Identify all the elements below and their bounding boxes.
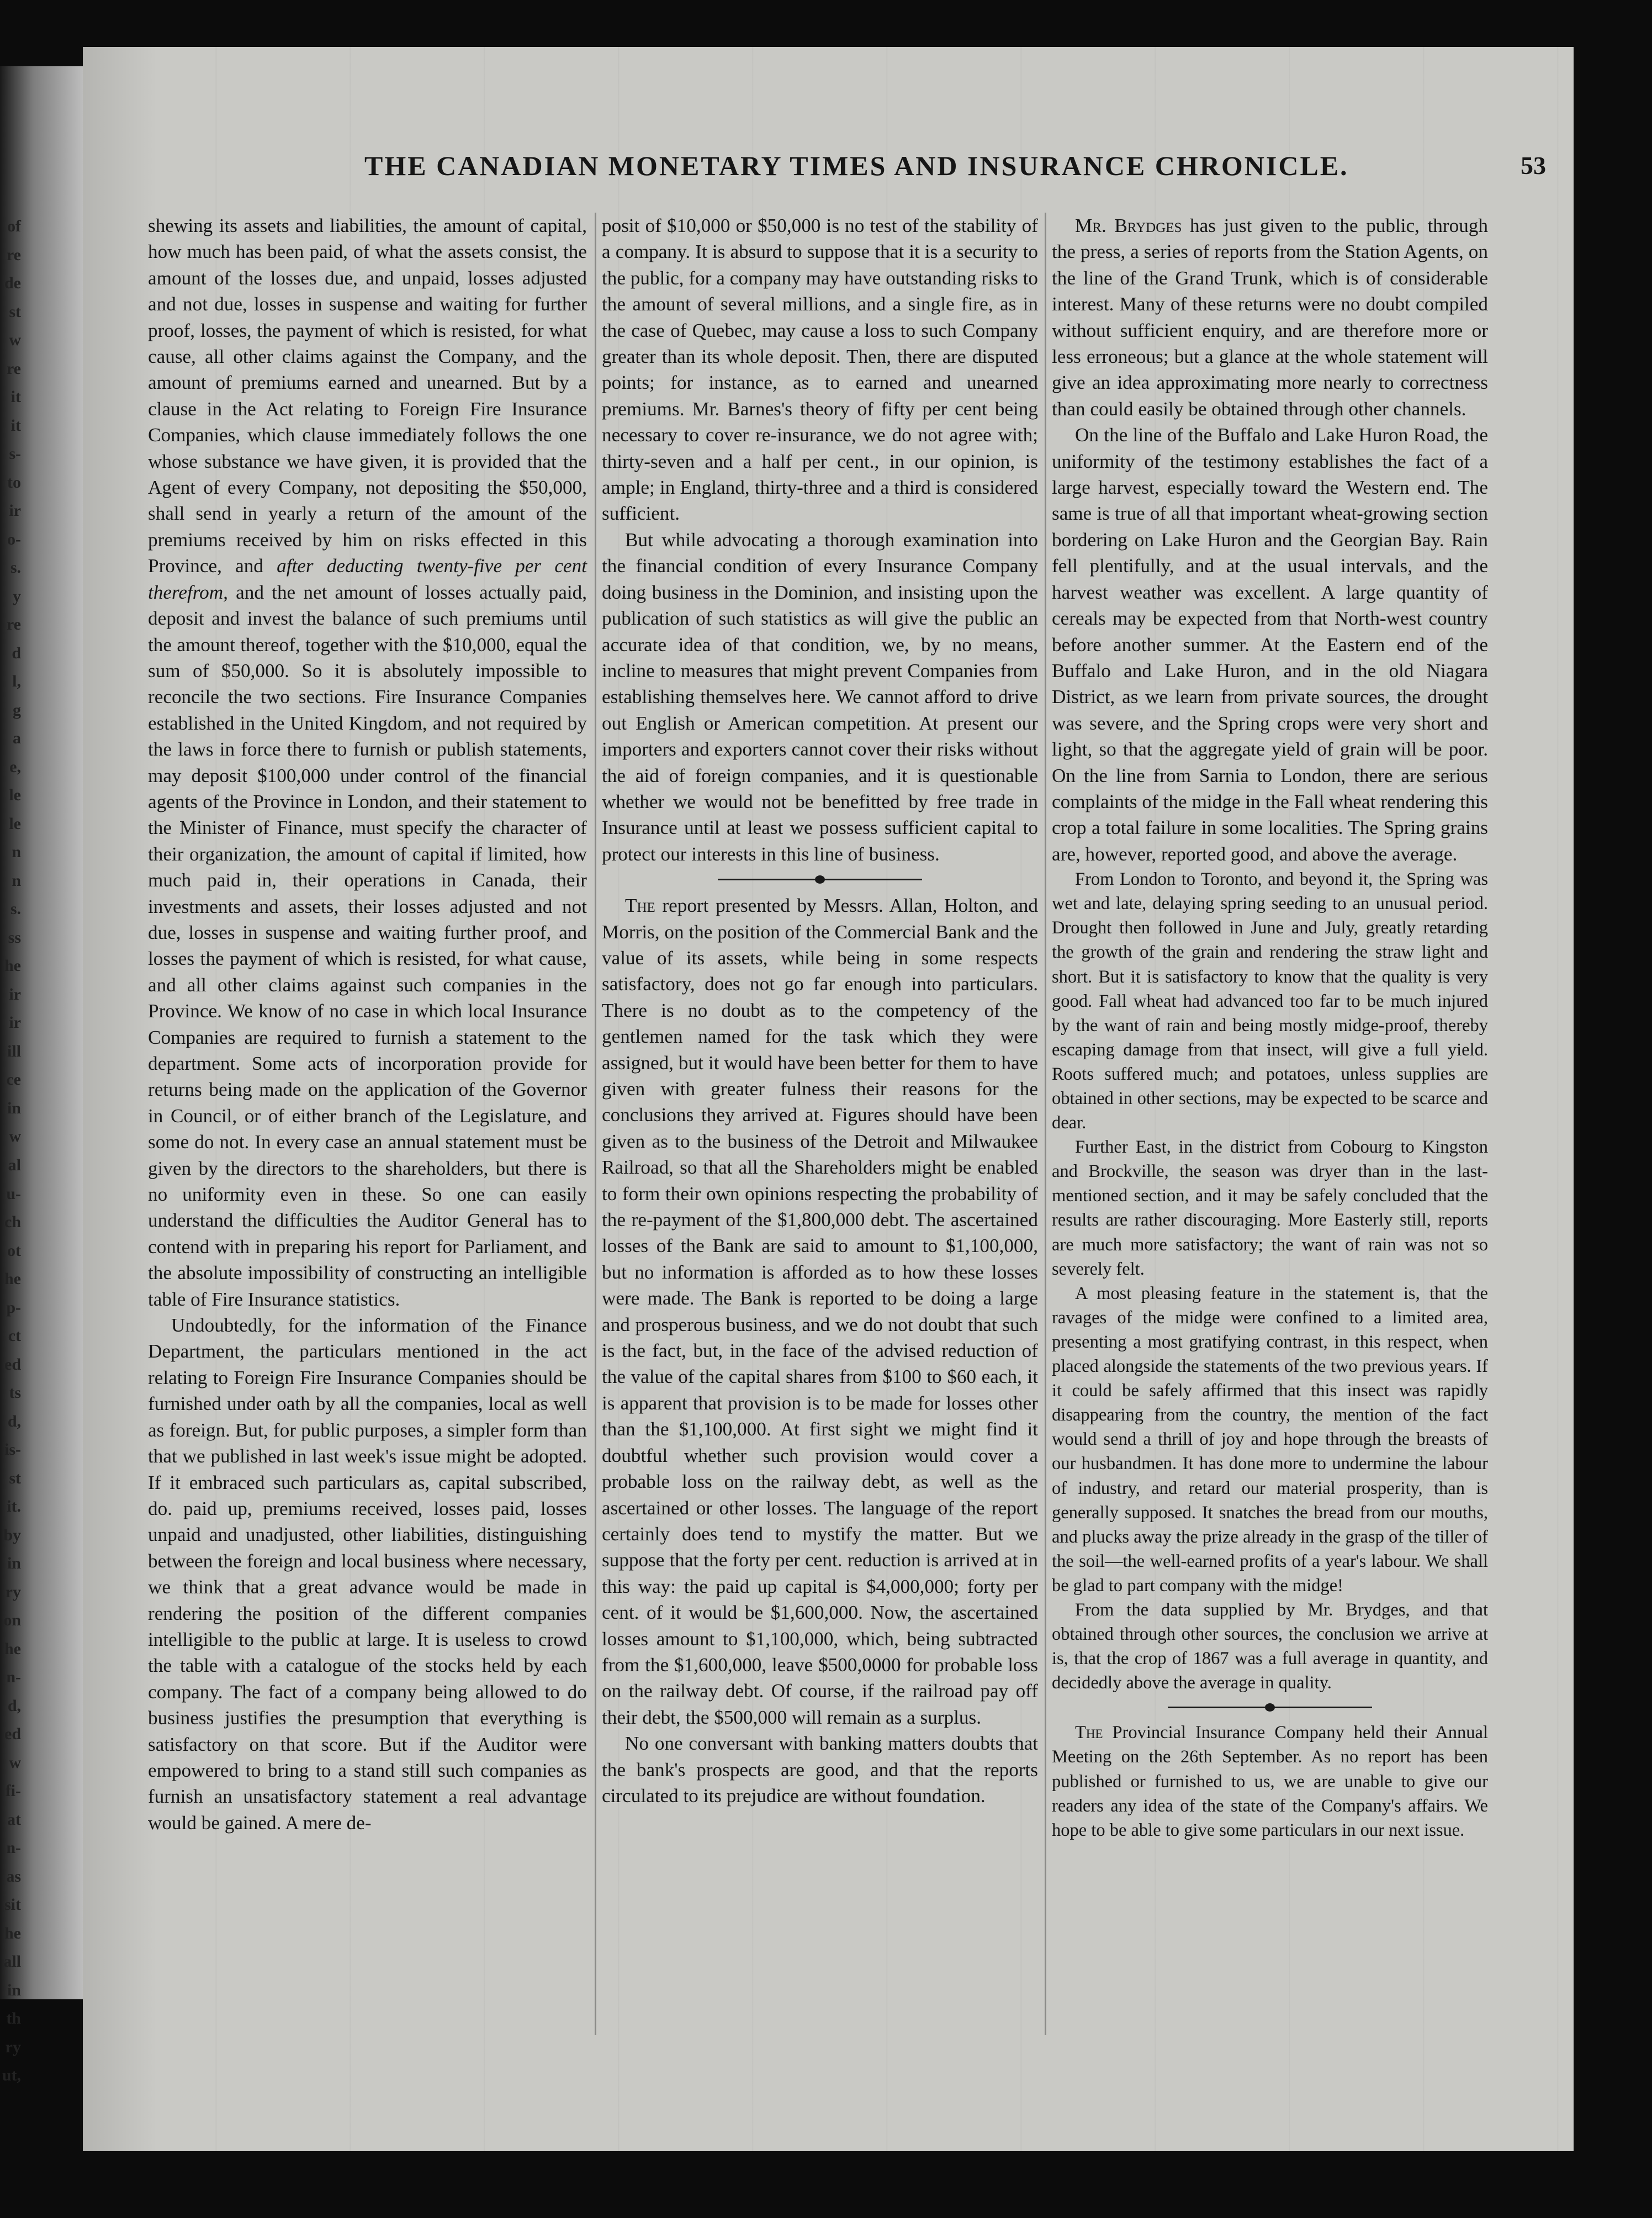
margin-fragment: in	[7, 1554, 21, 1572]
article-paragraph	[148, 213, 587, 1312]
margin-fragment: on	[3, 1611, 21, 1629]
lead-word: Mr. Brydges	[1075, 215, 1182, 236]
margin-fragment: d	[12, 644, 21, 662]
margin-fragment: as	[6, 1867, 21, 1886]
margin-fragment: to	[7, 473, 21, 492]
newspaper-page	[83, 47, 1574, 2151]
article-paragraph	[1052, 213, 1488, 422]
article-paragraph: posit of $10,000 or $50,000 is no test of the stability of a company. It is absurd to suppose that it is a security to the public, for a company may have outstanding risks to the amount of several millions, and a single fire, as in the case of Quebec, may cause a loss to such Company greater than its whole deposit. Then, there are disputed points; for instance, as to earned and unearned premiums. Mr. Barnes's theory of fifty per cent being necessary to cover re-insurance, we do not agree with; thirty-seven and a half per cent., in our opinion, is ample; in England, thirty-three and a third is considered sufficient.	[602, 215, 1038, 525]
article-paragraph	[1052, 1720, 1488, 1842]
margin-fragment: n-	[6, 1839, 21, 1857]
italic-phrase: after deducting twenty-five per cent therefrom,	[148, 555, 587, 603]
margin-fragment: e,	[9, 758, 21, 776]
margin-fragment: re	[6, 615, 21, 633]
margin-fragment: of	[7, 217, 21, 235]
margin-fragment: y	[13, 587, 21, 605]
margin-fragment: it	[10, 416, 21, 435]
margin-fragment: ce	[6, 1070, 21, 1089]
margin-fragment: ot	[7, 1242, 21, 1260]
margin-fragment: it	[10, 388, 21, 406]
publication-title: THE CANADIAN MONETARY TIMES AND INSURANCE CHRONICLE.	[364, 150, 1349, 181]
article-paragraph: From London to Toronto, and beyond it, the Spring was wet and late, delaying spring seeding to an unusual period. Drought then followed in June and July, greatly retarding the growth of the grain and rendering the straw light and short. But it is satisfactory to know that the quality is very good. Fall wheat had advanced too far to be much injured by the want of rain and being mostly midge-proof, thereby escaping damage from that insect, will give a full yield. Roots suffered much; and potatoes, unless supplies are obtained in other sections, may be expected to be scarce and dear.	[1052, 869, 1488, 1133]
margin-fragment: al	[8, 1156, 21, 1174]
lead-word: The	[625, 895, 655, 917]
margin-fragment: st	[9, 303, 21, 321]
column-2	[602, 213, 1038, 1809]
margin-fragment: re	[6, 360, 21, 378]
margin-fragment: g	[13, 701, 21, 719]
margin-fragment: at	[7, 1810, 21, 1829]
column-separator	[1045, 213, 1046, 2035]
margin-fragment: st	[9, 1469, 21, 1487]
adjacent-page-edge	[0, 66, 83, 2084]
margin-fragment: ut,	[2, 2066, 21, 2084]
margin-fragment: fi-	[5, 1782, 21, 1800]
margin-fragment: s.	[10, 558, 21, 577]
margin-fragment: ed	[4, 1725, 21, 1743]
article-paragraph	[602, 893, 1038, 1730]
column-3	[1052, 213, 1488, 1842]
margin-fragment: le	[9, 815, 21, 833]
lead-word: The	[1075, 1723, 1103, 1743]
margin-fragment: a	[13, 729, 21, 747]
margin-fragment: n-	[6, 1668, 21, 1686]
margin-fragment: d,	[7, 1412, 21, 1430]
margin-fragment: ch	[4, 1213, 21, 1231]
margin-fragment: ill	[7, 1042, 21, 1060]
margin-fragment: he	[4, 1640, 21, 1658]
paragraph-text: report presented by Messrs. Allan, Holton, and Morris, on the position of the Commercial Bank and the value of its assets, while being in some respects satisfactory, does not go far enough into particulars. There is no doubt as to the competency of the gentlemen named for the task which they were assigned, but it would have been better for them to have given with greater fulness their reasons for the conclusions they arrived at. Figures should have been given as to the business of the Detroit and Milwaukee Railroad, so that all the Shareholders might be enabled to form their own opinions respecting the probability of the re-payment of the $1,800,000 debt. The ascertained losses of the Bank are said to amount to $1,100,000, but no information is afforded as to how these losses were made. The Bank is reported to be doing a large and prosperous business, and we do not doubt that such is the fact, but, in the face of the advised reduction of the value of the capital shares from $100 to $60 each, it is apparent that provision is to be made for losses other than the $1,100,000. At first sight we might find it doubtful whether such provision would cover a probable loss on the railway debt, as well as the ascertained or other losses. The language of the report certainly does tend to mystify the matter. But we suppose that the forty per cent. reduction is arrived at in this way: the paid up capital is $4,000,000; forty per cent. of it would be $1,600,000. Now, the ascertained losses amount to $1,100,000, which, being subtracted from the $1,600,000, leave $500,0000 for probable loss on the railway debt. Of course, if the railroad pay off their debt, the $500,000 will remain as a surplus.	[602, 895, 1038, 1728]
article-paragraph: Undoubtedly, for the information of the Finance Department, the particulars mentioned in the act relating to Foreign Fire Insurance Companies should be furnished under oath by all the companies, local as well as foreign. But, for public purposes, a simpler form than that we published in last week's issue might be adopted. If it embraced such particulars as, capital subscribed, do. paid up, premiums received, losses paid, losses unpaid and unadjusted, other liabilities, distinguishing between the foreign and local business where necessary, we think that a great advance would be made in rendering the position of the different companies intelligible to the public at large. It is useless to crowd the table with a catalogue of the stocks held by each company. The fact of a company being allowed to do business justifies the presumption that everything is satisfactory on that score. But if the Auditor were empowered to bring to a stand still such companies as furnish an unsatisfactory statement a real advantage would be gained. A mere de-	[148, 1314, 587, 1834]
margin-fragment: n	[12, 843, 21, 861]
margin-fragment: w	[9, 331, 21, 349]
margin-fragment: d,	[7, 1697, 21, 1715]
margin-fragment: he	[4, 957, 21, 975]
margin-fragment: it.	[7, 1497, 21, 1515]
margin-fragment: s-	[9, 445, 21, 463]
article-paragraph: From the data supplied by Mr. Brydges, and that obtained through other sources, the conclusion we arrive at is, that the crop of 1867 was a full average in quantity, and decidedly above the average in quality.	[1052, 1599, 1488, 1693]
margin-fragment: ir	[9, 985, 21, 1004]
paragraph-text: has just given to the public, through the press, a series of reports from the Station Agents, on the line of the Grand Trunk, which is of considerable interest. Many of these returns were no doubt compiled without sufficient enquiry, and are therefore more or less erroneous; but a glance at the whole statement will give an idea approximating more nearly to correctness than could easily be obtained through other channels.	[1052, 215, 1488, 420]
column-1	[148, 213, 587, 1836]
margin-fragment: u-	[6, 1185, 21, 1203]
margin-fragment: n	[12, 872, 21, 890]
page-header	[204, 146, 1557, 185]
section-divider	[602, 872, 1038, 887]
margin-fragment: p-	[6, 1298, 21, 1317]
margin-fragment: l,	[12, 672, 21, 690]
margin-fragment: in	[7, 1099, 21, 1117]
page-number: 53	[1521, 151, 1546, 179]
column-separator	[595, 213, 596, 2035]
margin-fragment: he	[4, 1270, 21, 1288]
margin-fragment: he	[4, 1924, 21, 1942]
article-paragraph: On the line of the Buffalo and Lake Huron Road, the uniformity of the testimony establishes the fact of a large harvest, especially toward the Western end. The same is true of all that important wheat-growing section bordering on Lake Huron and the Georgian Bay. Rain fell plentifully, and at the usual intervals, and the harvest weather was excellent. A large quantity of cereals may be expected from that North-west country before another summer. At the Eastern end of the Buffalo and Lake Huron, and in the old Niagara District, as we learn from private sources, the drought was severe, and the Spring crops were very short and light, so that the aggregate yield of grain will be poor. On the line from Sarnia to London, there are serious complaints of the midge in the Fall wheat rendering this crop a total failure in some localities. The Spring grains are, however, reported good, and above the average.	[1052, 424, 1488, 865]
margin-fragment: in	[7, 1981, 21, 1999]
margin-fragment: all	[3, 1952, 21, 1971]
margin-fragment: th	[6, 2009, 21, 2027]
section-divider	[1052, 1699, 1488, 1715]
margin-fragment: ct	[8, 1327, 21, 1345]
article-paragraph: But while advocating a thorough examination into the financial condition of every Insurance Company doing business in the Dominion, and insisting upon the publication of such statistics as will give the public an accurate idea of that condition, we, by no means, incline to measures that might prevent Companies from establishing themselves here. We cannot afford to drive out English or American competition. At present our importers and exporters cannot cover their risks without the aid of foreign companies, and it is questionable whether we would not be benefitted by free trade in Insurance until at least we possess sufficient capital to protect our interests in this line of business.	[602, 529, 1038, 865]
margin-fragment: is-	[4, 1440, 21, 1459]
margin-fragment: w	[9, 1127, 21, 1145]
paragraph-text: shewing its assets and liabilities, the amount of capital, how much has been paid, of what the assets consist, the amount of the losses due, and unpaid, losses adjusted and not due, losses in suspense and waiting for further proof, losses, the payment of which is resisted, for what cause, all other claims against the Company, and the amount of premiums earned and unearned. But by a clause in the Act relating to Foreign Fire Insurance Companies, which clause immediately follows the one whose substance we have given, it is provided that the Agent of every Company, not depositing the $50,000, shall send in yearly a return of the amount of the premiums received by him on risks effected in this Province, and	[148, 215, 587, 577]
margin-fragment: ed	[4, 1355, 21, 1374]
margin-fragment: by	[3, 1526, 21, 1544]
paragraph-text: and the net amount of losses actually paid, deposit and invest the balance of such premiums until the amount thereof, together with the $10,000, equal the sum of $50,000. So it is absolutely impossible to reconcile the two sections. Fire Insurance Companies established in the United Kingdom, and not required by the laws in force there to furnish or publish statements, may deposit $100,000 under control of the financial agents of the Province in London, and their statement to the Minister of Finance, must specify the character of their organization, the amount of capital if limited, how much paid in, their operations in Canada, their investments and assets, their losses adjusted and not due, losses in suspense and waiting further proof, and losses the payment of which is resisted, for what cause, and all other claims against such companies in the Province. We know of no case in which local Insurance Companies are required to furnish a statement to the department. Some acts of incorporation provide for returns being made on the application of the Governor in Council, or of either branch of the Legislature, and some do not. In every case an annual statement must be given by the directors to the shareholders, but there is no uniformity even in these. So one can easily understand the difficulties the Auditor General has to contend with in preparing his report for Parliament, and the absolute impossibility of constructing an intelligible table of Fire Insurance statistics.	[148, 581, 587, 1310]
article-paragraph: No one conversant with banking matters doubts that the bank's prospects are good, and that the reports circulated to its prejudice are without foundation.	[602, 1733, 1038, 1807]
margin-fragment: re	[6, 246, 21, 264]
margin-fragment: ss	[8, 928, 21, 947]
paragraph-text: Provincial Insurance Company held their Annual Meeting on the 26th September. As no report has been published or furnished to us, we are unable to give our readers any idea of the state of the Company's affairs. We hope to be able to give some particulars in our next issue.	[1052, 1723, 1488, 1840]
margin-fragment: w	[9, 1754, 21, 1772]
margin-fragment: ry	[5, 1583, 21, 1601]
margin-fragment: ir	[9, 501, 21, 520]
margin-fragment: ry	[5, 2038, 21, 2056]
margin-fragment: sit	[4, 1895, 21, 1914]
article-paragraph: A most pleasing feature in the statement is, that the ravages of the midge were confined to a limited area, presenting a most gratifying contrast, in this respect, when placed alongside the statements of the two previous years. If it could be safely affirmed that this insect was rapidly disappearing from the country, the mention of the fact would send a thrill of joy and hope through the breasts of our husbandmen. It has done more to undermine the labour of industry, and retard our material prosperity, than is generally supposed. It snatches the bread from our mouths, and plucks away the prize already in the grasp of the tiller of the soil—the well-earned profits of a year's labour. We shall be glad to part company with the midge!	[1052, 1283, 1488, 1596]
margin-fragment: s.	[10, 900, 21, 918]
margin-fragment: ts	[9, 1383, 21, 1402]
article-paragraph: Further East, in the district from Cobourg to Kingston and Brockville, the season was dryer than in the last-mentioned section, and it may be safely concluded that the results are rather discouraging. More Easterly still, reports are much more satisfactory; the want of rain was not so severely felt.	[1052, 1137, 1488, 1279]
margin-fragment: ir	[9, 1013, 21, 1032]
margin-fragment: o-	[7, 530, 21, 548]
margin-fragment: de	[4, 274, 21, 292]
margin-fragment: le	[9, 786, 21, 804]
